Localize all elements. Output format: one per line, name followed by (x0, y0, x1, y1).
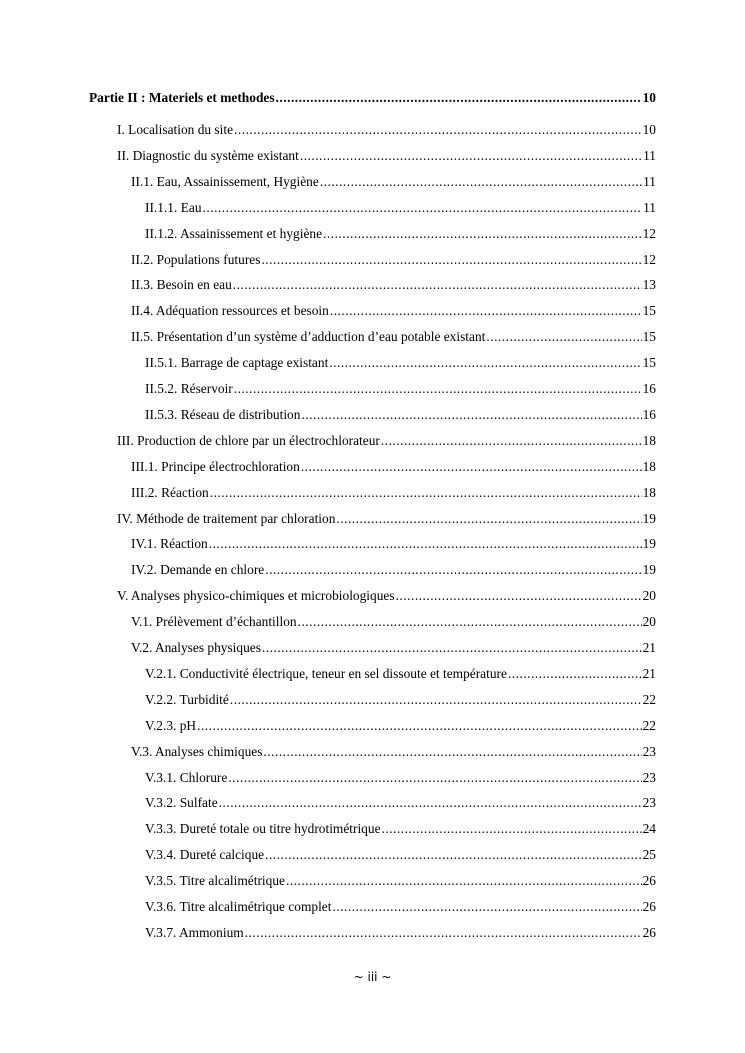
toc-dot-leader (210, 485, 642, 501)
toc-dot-leader (323, 226, 642, 242)
toc-dot-leader (209, 536, 642, 552)
toc-dot-leader (228, 770, 641, 786)
toc-dot-leader (219, 795, 642, 811)
toc-entry[interactable] (89, 90, 656, 106)
toc-entry-page-number: 11 (643, 173, 656, 189)
toc-entry-title: V.3.4. Dureté calcique (145, 847, 265, 863)
toc-dot-leader (320, 174, 642, 190)
toc-entry-title: II.1.1. Eau (145, 199, 202, 215)
toc-entry-page-number: 12 (642, 225, 656, 241)
toc-dot-leader (300, 148, 642, 164)
toc-entry[interactable] (145, 355, 656, 371)
toc-dot-leader (301, 407, 641, 423)
toc-entry-title: II.2. Populations futures (131, 251, 261, 267)
toc-entry-page-number: 18 (642, 432, 656, 448)
toc-entry-title: II.1.2. Assainissement et hygiène (145, 225, 323, 241)
toc-entry-title: II.3. Besoin en eau (131, 277, 232, 293)
toc-entry-title: II.5.1. Barrage de captage existant (145, 355, 329, 371)
toc-dot-leader (245, 925, 642, 941)
toc-dot-leader (330, 303, 642, 319)
toc-dot-leader (381, 433, 642, 449)
toc-dot-leader (203, 200, 643, 216)
toc-entry-page-number: 23 (642, 743, 656, 759)
toc-entry[interactable] (131, 614, 656, 630)
toc-entry-page-number: 20 (642, 588, 656, 604)
toc-dot-leader (332, 899, 641, 915)
toc-dot-leader (298, 614, 642, 630)
toc-entry-page-number: 26 (642, 924, 656, 940)
toc-entry-title: IV. Méthode de traitement par chloration (117, 510, 336, 526)
toc-entry-page-number: 11 (643, 147, 656, 163)
toc-entry-page-number: 15 (642, 303, 656, 319)
toc-entry-title: V.3.3. Dureté totale ou titre hydrotimétrique (145, 821, 381, 837)
toc-entry-title: IV.1. Réaction (131, 536, 208, 552)
toc-dot-leader (234, 381, 642, 397)
toc-entry-title: II.5.3. Réseau de distribution (145, 406, 301, 422)
toc-entry[interactable] (117, 148, 656, 164)
toc-entry[interactable] (117, 588, 656, 604)
toc-entry-page-number: 15 (642, 355, 656, 371)
toc-entry[interactable] (145, 925, 656, 941)
toc-entry-page-number: 26 (642, 873, 656, 889)
toc-entry[interactable] (131, 277, 656, 293)
toc-entry-page-number: 10 (642, 90, 656, 105)
toc-dot-leader (234, 122, 642, 138)
toc-dot-leader (265, 847, 642, 863)
toc-dot-leader (286, 873, 642, 889)
toc-entry[interactable] (145, 666, 656, 682)
toc-entry-page-number: 16 (642, 381, 656, 396)
toc-entry-page-number: 18 (642, 484, 656, 500)
toc-entry[interactable] (131, 536, 656, 552)
toc-entry[interactable] (117, 122, 656, 138)
toc-dot-leader (233, 277, 642, 293)
toc-entry-page-number: 11 (643, 199, 656, 215)
toc-entry-title: I. Localisation du site (117, 122, 234, 137)
toc-entry-title: V.2.1. Conductivité électrique, teneur en sel dissoute et température (145, 665, 507, 681)
toc-entry-title: V.2.3. pH (145, 717, 197, 733)
toc-entry-page-number: 18 (642, 458, 656, 474)
toc-entry[interactable] (131, 744, 656, 760)
toc-entry-page-number: 21 (642, 665, 656, 681)
toc-entry-page-number: 19 (642, 536, 656, 552)
toc-entry[interactable] (145, 200, 656, 216)
toc-entry-title: III. Production de chlore par un électrochlorateur (117, 432, 380, 448)
toc-entry-page-number: 23 (642, 769, 656, 785)
toc-entry[interactable] (117, 511, 656, 527)
toc-entry[interactable] (145, 873, 656, 889)
toc-entry-title: V.3.1. Chlorure (145, 769, 228, 785)
toc-dot-leader (301, 459, 642, 475)
toc-entry[interactable] (131, 252, 656, 268)
toc-entry-title: II.5.2. Réservoir (145, 381, 233, 396)
toc-entry-title: V.3.7. Ammonium (145, 924, 244, 940)
toc-entry[interactable] (131, 640, 656, 656)
toc-dot-leader (396, 588, 642, 604)
toc-entry-title: II.5. Présentation d’un système d’adduction d’eau potable existant (131, 329, 486, 345)
toc-dot-leader (382, 821, 642, 837)
toc-entry[interactable] (145, 795, 656, 811)
toc-entry-title: III.2. Réaction (131, 484, 209, 500)
toc-entry[interactable] (131, 303, 656, 319)
toc-entry[interactable] (145, 407, 656, 423)
toc-entry[interactable] (131, 562, 656, 578)
toc-entry-title: II. Diagnostic du système existant (117, 147, 299, 163)
toc-entry-title: V.2.2. Turbidité (145, 691, 229, 707)
toc-entry-page-number: 15 (642, 329, 656, 345)
toc-dot-leader (265, 562, 641, 578)
toc-entry[interactable] (145, 770, 656, 786)
toc-entry[interactable] (131, 329, 656, 345)
toc-entry[interactable] (145, 381, 656, 397)
toc-dot-leader (329, 355, 641, 371)
toc-entry-page-number: 19 (642, 510, 656, 526)
toc-entry[interactable] (145, 718, 656, 734)
toc-entry-title: V.2. Analyses physiques (131, 640, 261, 655)
toc-entry-title: II.4. Adéquation ressources et besoin (131, 303, 329, 319)
toc-entry[interactable] (145, 847, 656, 863)
toc-entry[interactable] (145, 226, 656, 242)
toc-entry-title: V.3.2. Sulfate (145, 795, 218, 811)
toc-entry-page-number: 16 (642, 406, 656, 422)
toc-entry-title: III.1. Principe électrochloration (131, 458, 300, 474)
toc-entry-page-number: 12 (642, 251, 656, 267)
toc-entry[interactable] (131, 485, 656, 501)
toc-dot-leader (230, 692, 642, 708)
toc-entry-page-number: 13 (642, 277, 656, 293)
toc-entry-page-number: 22 (642, 691, 656, 707)
toc-entry[interactable] (145, 692, 656, 708)
toc-dot-leader (262, 640, 642, 656)
toc-entry-page-number: 26 (642, 899, 656, 914)
toc-dot-leader (263, 744, 641, 760)
page-number-footer: ~ iii ~ (353, 970, 392, 984)
toc-entry-page-number: 22 (642, 717, 656, 733)
toc-entry-title: V.3.5. Titre alcalimétrique (145, 873, 285, 889)
toc-entry-title: II.1. Eau, Assainissement, Hygiène (131, 173, 319, 189)
toc-entry-title: IV.2. Demande en chlore (131, 562, 265, 578)
toc-entry[interactable] (117, 433, 656, 449)
toc-dot-leader (508, 666, 642, 682)
toc-entry[interactable] (145, 899, 656, 915)
toc-entry-title: V.1. Prélèvement d’échantillon (131, 614, 297, 630)
toc-entry[interactable] (131, 459, 656, 475)
toc-dot-leader (486, 329, 641, 345)
toc-dot-leader (261, 252, 641, 268)
toc-entry[interactable] (131, 174, 656, 190)
toc-entry-title: V.3.6. Titre alcalimétrique complet (145, 899, 332, 914)
toc-entry-page-number: 10 (642, 122, 656, 137)
toc-entry-title: V.3. Analyses chimiques (131, 743, 263, 759)
toc-dot-leader (276, 90, 642, 106)
toc-entry[interactable] (145, 821, 656, 837)
toc-entry-page-number: 23 (642, 795, 656, 811)
toc-entry-page-number: 24 (642, 821, 656, 837)
toc-entry-page-number: 19 (642, 562, 656, 578)
toc-entry-title: Partie II : Materiels et methodes (89, 90, 275, 105)
toc-entry-title: V. Analyses physico-chimiques et microbiologiques (117, 588, 395, 604)
toc-entry-page-number: 21 (642, 640, 656, 655)
toc-entry-page-number: 20 (642, 614, 656, 630)
toc-dot-leader (197, 718, 642, 734)
toc-dot-leader (336, 511, 641, 527)
toc-entry-page-number: 25 (642, 847, 656, 863)
